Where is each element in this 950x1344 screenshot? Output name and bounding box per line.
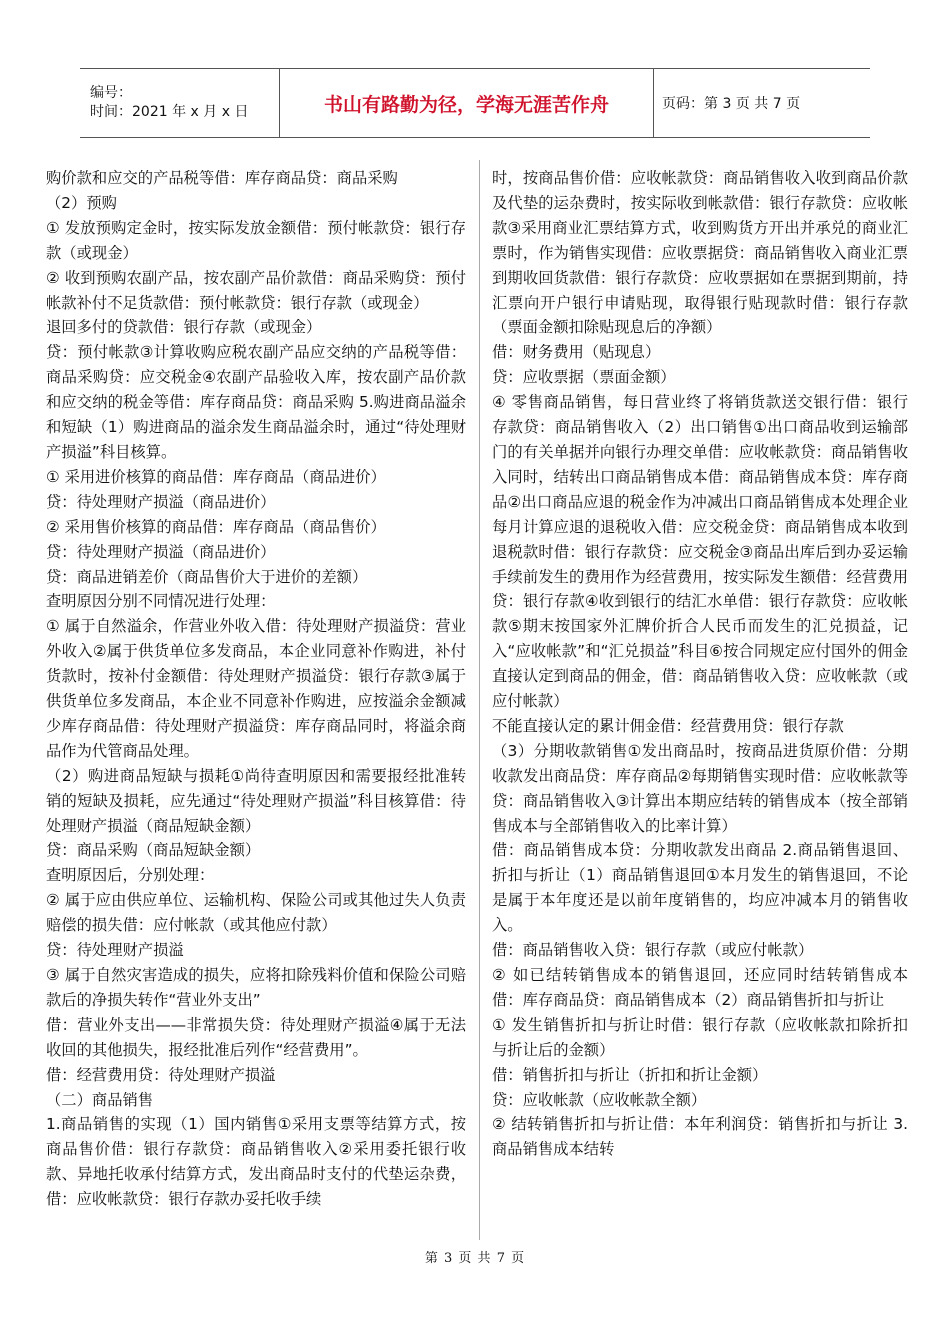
paragraph: ② 收到预购农副产品，按农副产品价款借：商品采购贷：预付帐款补付不足货款借：预付帐款贷：银行存款（或现金） — [46, 268, 466, 312]
paragraph: （3）分期收款销售①发出商品时，按商品进货原价借：分期收款发出商品贷：库存商品②每期销售实现时借：应收帐款等贷：商品销售收入③计算出本期应结转的销售成本（按全部销售成本与全部销售收入的比率计算） — [492, 741, 908, 835]
paragraph: 查明原因分别不同情况进行处理： — [46, 592, 276, 611]
paragraph: 贷：预付帐款③计算收购应税农副产品应交纳的产品税等借：商品采购贷：应交税金④农副产品验收入库，按农副产品价款和应交纳的税金等借：库存商品贷：商品采购 5.购进商品溢余和短缺（1）购进商品的溢余发生商品溢余时，通过“待处理财产损溢”科目核算。 — [46, 343, 466, 461]
paragraph: 贷：待处理财产损溢（商品进价） — [46, 492, 276, 511]
header-number-label: 编号： — [90, 85, 132, 101]
paragraph: 退回多付的贷款借：银行存款（或现金） — [46, 318, 322, 337]
paragraph: 借：营业外支出——非常损失贷：待处理财产损溢④属于无法收回的其他损失，报经批准后列作“经营费用”。 — [46, 1015, 466, 1059]
paragraph: （2）购进商品短缺与损耗①尚待查明原因和需要报经批准转销的短缺及损耗，应先通过“待处理财产损溢”科目核算借：待处理财产损溢（商品短缺金额） — [46, 766, 466, 835]
page-header — [80, 68, 870, 138]
paragraph: 借：销售折扣与折让（折扣和折让金额） — [492, 1065, 768, 1084]
paragraph: ② 如已结转销售成本的销售退回，还应同时结转销售成本借：库存商品贷：商品销售成本（2）商品销售折扣与折让 — [492, 966, 908, 1009]
paragraph: 贷：应收票据（票面金额） — [492, 368, 676, 387]
paragraph: ① 发生销售折扣与折让时借：银行存款（应收帐款扣除折扣与折让后的金额） — [492, 1015, 908, 1059]
page-footer: 第 3 页 共 7 页 — [424, 1251, 526, 1266]
paragraph: ④ 零售商品销售，每日营业终了将销货款送交银行借：银行存款贷：商品销售收入（2）出口销售①出口商品收到运输部门的有关单据并向银行办理交单借：应收帐款贷：商品销售收入同时，结转出口商品销售成本借：商品销售成本贷：库存商品②出口商品应退的税金作为冲减出口商品销售成本处理企业每月计算应退的退税收入借：应交税金贷：商品销售成本收到退税款时借：银行存款贷：应交税金③商品出库后到办妥运输手续前发生的费用作为经营费用，按实际发生额借：经营费用贷：银行存款④收到银行的结汇水单借：银行存款贷：应收帐款⑤期末按国家外汇牌价折合人民币而发生的汇兑损益，记入“应收帐款”和“汇兑损益”科目⑥按合同规定应付国外的佣金直接认定到商品的佣金，借：商品销售收入贷：应收帐款（或应付帐款） — [492, 393, 908, 711]
paragraph: 借：商品销售成本贷：分期收款发出商品 2.商品销售退回、折扣与折让（1）商品销售退回①本月发生的销售退回，不论是属于本年度还是以前年度销售的，均应冲减本月的销售收入。 — [492, 841, 908, 935]
paragraph: 借：商品销售收入贷：银行存款（或应付帐款） — [492, 941, 814, 960]
paragraph: 时，按商品售价借：应收帐款贷：商品销售收入收到商品价款及代垫的运杂费时，按实际收到帐款借：银行存款贷：应收帐款③采用商业汇票结算方式，收到购货方开出并承兑的商业汇票时，作为销售实现借：应收票据贷：商品销售收入商业汇票到期收回货款借：银行存款贷：应收票据如在票据到期前，持汇票向开户银行申请贴现，取得银行贴现款时借：银行存款（票面金额扣除贴现息后的净额） — [492, 169, 908, 337]
paragraph: ① 属于自然溢余，作营业外收入借：待处理财产损溢贷：营业外收入②属于供货单位多发商品，本企业同意补作购进，补付货款时，按补付金额借：待处理财产损溢贷：银行存款③属于供货单位多发商品，本企业不同意补作购进，应按溢余金额减少库存商品借：待处理财产损溢贷：库存商品同时，将溢余商品作为代管商品处理。 — [46, 617, 466, 760]
right-column — [492, 166, 908, 1162]
header-time-label: 时间：2021 年 x 月 x 日 — [90, 104, 249, 120]
paragraph: 贷：商品进销差价（商品售价大于进价的差额） — [46, 567, 368, 586]
paragraph: 借：财务费用（贴现息） — [492, 343, 661, 362]
paragraph: 贷：商品采购（商品短缺金额） — [46, 841, 261, 860]
paragraph: ② 属于应由供应单位、运输机构、保险公司或其他过失人负责赔偿的损失借：应付帐款（或其他应付款） — [46, 891, 466, 935]
paragraph: ② 结转销售折扣与折让借：本年利润贷：销售折扣与折让 3.商品销售成本结转 — [492, 1115, 908, 1159]
paragraph: ② 采用售价核算的商品借：库存商品（商品售价） — [46, 517, 386, 536]
paragraph: ③ 属于自然灾害造成的损失，应将扣除残料价值和保险公司赔款后的净损失转作“营业外支出” — [46, 966, 466, 1009]
paragraph: 借：经营费用贷：待处理财产损溢 — [46, 1065, 276, 1084]
paragraph: 贷：应收帐款（应收帐款全额） — [492, 1090, 707, 1109]
paragraph: 贷：待处理财产损溢（商品进价） — [46, 542, 276, 561]
column-divider — [479, 160, 480, 1240]
header-motto: 书山有路勤为径，学海无涯苦作舟 — [280, 69, 654, 137]
header-meta — [80, 69, 280, 137]
paragraph: ① 采用进价核算的商品借：库存商品（商品进价） — [46, 467, 386, 486]
header-page-info: 页码：第 3 页 共 7 页 — [662, 96, 801, 112]
paragraph: 不能直接认定的累计佣金借：经营费用贷：银行存款 — [492, 716, 844, 735]
left-column — [46, 166, 466, 1212]
paragraph: ① 发放预购定金时，按实际发放金额借：预付帐款贷：银行存款（或现金） — [46, 218, 466, 262]
paragraph: 1.商品销售的实现（1）国内销售①采用支票等结算方式，按商品售价借：银行存款贷：商品销售收入②采用委托银行收款、异地托收承付结算方式，发出商品时支付的代垫运杂费，借：应收帐款贷：银行存款办妥托收手续 — [46, 1115, 466, 1209]
paragraph: 购价款和应交的产品税等借：库存商品贷：商品采购 — [46, 169, 398, 187]
paragraph: （二）商品销售 — [46, 1090, 154, 1109]
paragraph: （2）预购 — [46, 193, 117, 212]
paragraph: 查明原因后，分别处理： — [46, 866, 215, 885]
paragraph: 贷：待处理财产损溢 — [46, 941, 184, 960]
